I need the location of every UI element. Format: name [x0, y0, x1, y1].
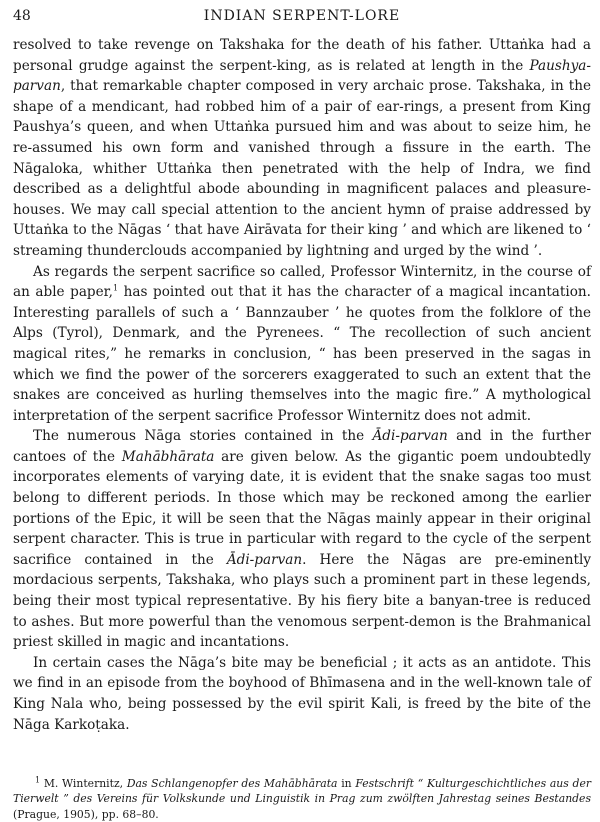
footnote-marker: 1 — [113, 283, 119, 293]
text-run: has pointed out that it has the character of a magical incantation. Interesting parallels of such a ‘ Bannzauber ’ he quotes from the folklore of the Alps (Tyrol), Denmark, and the Pyrenees. “ The recollection of such ancient magical rites,” he remarks in conclusion, “ has been preserved in the sagas in which we find the power of the sorcerers exaggerated to such an extent that the snakes are conceived as hurling themselves into the magic fire.” A mythological interpretation of the serpent sacrifice Professor Winternitz does not admit. — [13, 284, 591, 424]
text-run: The numerous Nāga stories contained in the — [33, 428, 373, 445]
text-run: , that remarkable chapter composed in very archaic prose. Takshaka, in the shape of a mendicant, had robbed him of a pair of ear-rings, a present from King Paushya’s queen, and when Uttaṅka pursued him and was about to seize him, he re-assumed his own form and vanished through a fissure in the earth. The Nāgaloka, whither Uttaṅka then penetrated with the help of Indra, we find described as a delightful abode abounding in magnificent palaces and pleasure-houses. We may call special attention to the ancient hymn of praise addressed by Uttaṅka to the Nāgas ‘ that have Airāvata for their king ’ and which are likened to ‘ streaming thunderclouds accompanied by lightning and urged by the wind ’. — [13, 78, 591, 259]
footnote-marker: 1 — [35, 775, 41, 785]
paragraph-4 — [13, 653, 591, 735]
text-run: In certain cases the Nāga’s bite may be beneficial ; it acts as an antidote. This we find in an episode from the boyhood of Bhīmasena and in the well-known tale of King Nala who, being possessed by the evil spirit Kali, is freed by the bite of the Nāga Karkoṭaka. — [13, 654, 591, 733]
text-run: are given below. As the gigantic poem undoubtedly incorporates elements of varying date, it is evident that the snake sagas too must belong to different periods. In those which may be reckoned among the earlier portions of the Epic, it will be seen that the Nāgas mainly appear in their original serpent character. This is true in particular with regard to the cycle of the serpent sacrifice contained in the — [13, 448, 591, 568]
italic-run: Das Schlangenopfer des Mahābhārata — [126, 776, 338, 790]
footnote-1 — [13, 776, 591, 822]
text-run: M. Winternitz, — [40, 776, 127, 790]
paragraph-2 — [13, 262, 591, 427]
page-number: 48 — [13, 8, 31, 24]
book-page — [13, 0, 591, 821]
body-text — [13, 35, 591, 735]
page-header — [13, 4, 591, 26]
paragraph-3 — [13, 426, 591, 653]
text-run: As regards the serpent sacrifice so called, Professor Winternitz, in the course of an able paper, — [13, 263, 591, 301]
text-run: resolved to take revenge on Takshaka for the death of his father. Uttaṅka had a personal grudge against the serpent-king, as is related at length in the — [13, 37, 591, 74]
text-run: . Here the Nāgas are pre-eminently mordacious serpents, Takshaka, who plays such a prominent part in these legends, being their most typical representative. By his fiery bite a banyan-tree is reduced to ashes. But more powerful than the venomous serpent-demon is the Brahmanical priest skilled in magic and incantations. — [13, 551, 591, 651]
text-run: (Prague, 1905), pp. 68–80. — [13, 807, 159, 821]
text-run: and in the further cantoes of the — [13, 428, 591, 465]
italic-run: Ādi-parvan — [226, 551, 303, 568]
italic-run: Ādi-parvan — [372, 428, 448, 445]
italic-run: Paushya-parvan — [13, 57, 591, 95]
paragraph-1 — [13, 35, 591, 262]
italic-run: Festschrift “ Kulturgeschichtliches aus der Tierwelt ” des Vereins für Volkskunde und Linguistik in Prag zum zwölften Jahrestag seines Bestandes — [13, 776, 591, 806]
running-head: INDIAN SERPENT-LORE — [203, 8, 401, 24]
italic-run: Mahābhārata — [121, 448, 215, 465]
text-run: in — [337, 776, 356, 790]
